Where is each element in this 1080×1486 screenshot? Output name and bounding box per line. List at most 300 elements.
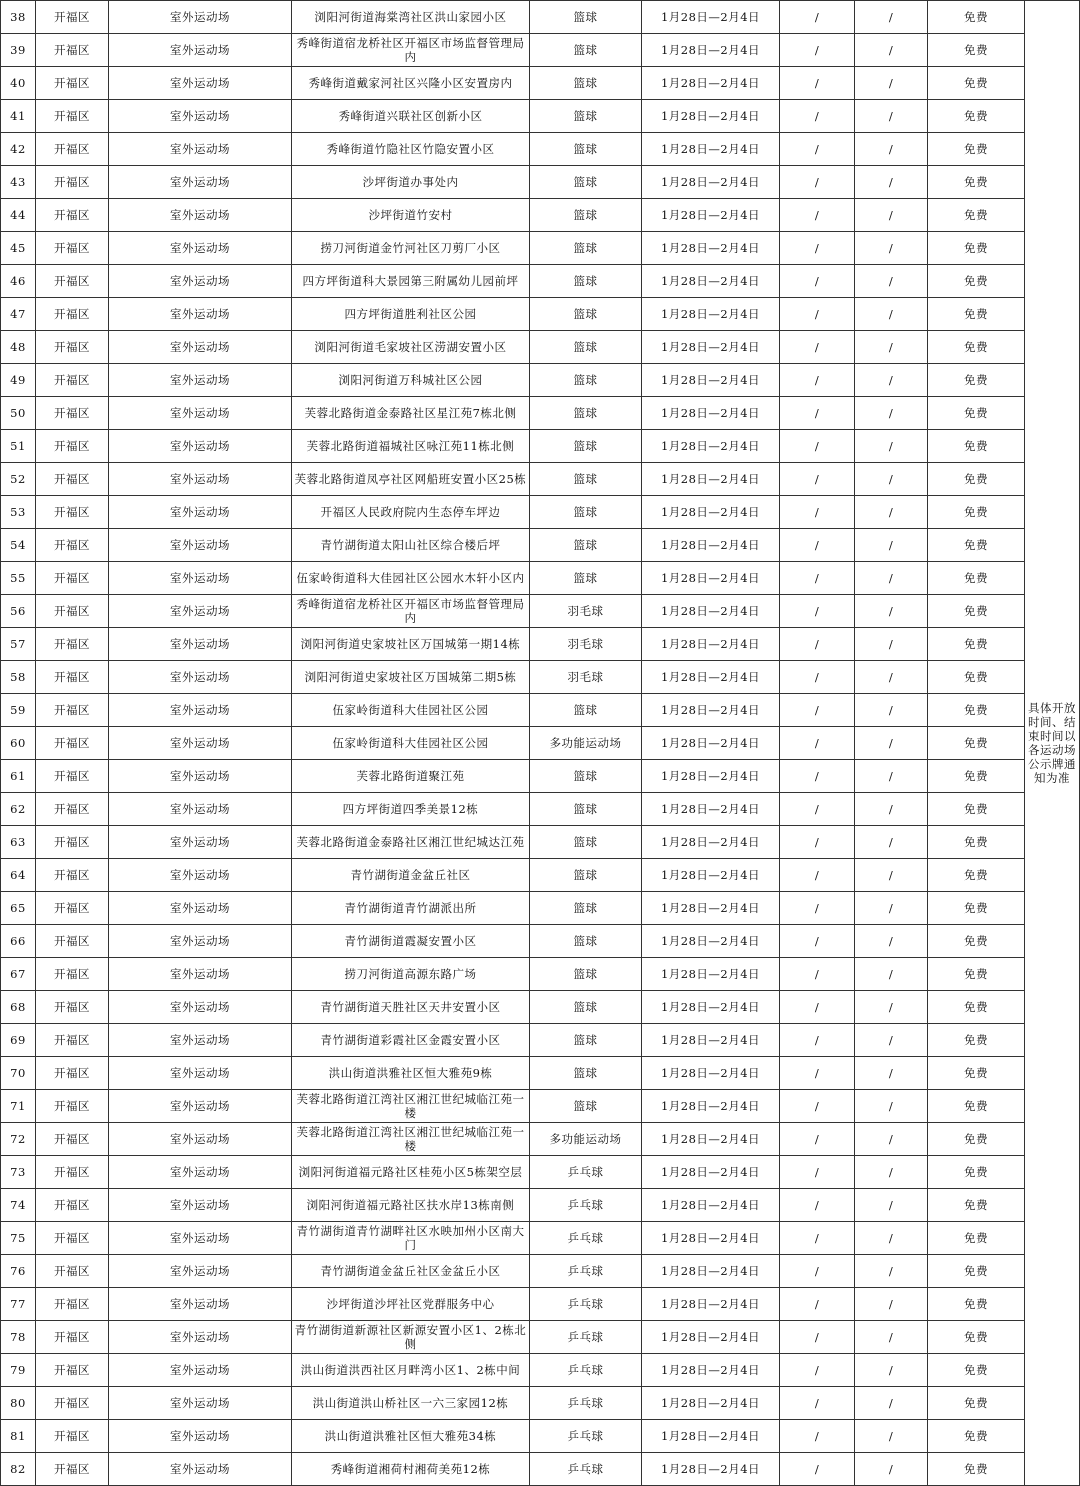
field-8-cell: /: [855, 67, 928, 100]
field-7-cell: /: [780, 1387, 855, 1420]
sport-type-cell: 篮球: [530, 958, 642, 991]
table-row: [1, 694, 1080, 727]
field-7-cell: /: [780, 1420, 855, 1453]
field-7-cell: /: [780, 1, 855, 34]
sport-type-cell: 羽毛球: [530, 628, 642, 661]
table-row: [1, 265, 1080, 298]
table-row: [1, 1024, 1080, 1057]
open-period-cell: 1月28日—2月4日: [642, 67, 780, 100]
open-period-cell: 1月28日—2月4日: [642, 1, 780, 34]
sport-type-cell: 篮球: [530, 562, 642, 595]
open-period-cell: 1月28日—2月4日: [642, 496, 780, 529]
open-period-cell: 1月28日—2月4日: [642, 1123, 780, 1156]
field-8-cell: /: [855, 463, 928, 496]
sport-type-cell: 篮球: [530, 892, 642, 925]
open-period-cell: 1月28日—2月4日: [642, 463, 780, 496]
sport-type-cell: 篮球: [530, 364, 642, 397]
venue-address-cell: 四方坪街道科大景园第三附属幼儿园前坪: [292, 265, 530, 298]
table-row: [1, 760, 1080, 793]
sport-type-cell: 篮球: [530, 298, 642, 331]
venue-address-cell: 浏阳河街道海棠湾社区洪山家园小区: [292, 1, 530, 34]
row-number-cell: 39: [1, 34, 36, 67]
row-number-cell: 64: [1, 859, 36, 892]
district-cell: 开福区: [36, 628, 109, 661]
district-cell: 开福区: [36, 1255, 109, 1288]
open-period-cell: 1月28日—2月4日: [642, 133, 780, 166]
venue-type-cell: 室外运动场: [109, 661, 292, 694]
venue-type-cell: 室外运动场: [109, 34, 292, 67]
field-8-cell: /: [855, 1354, 928, 1387]
venue-type-cell: 室外运动场: [109, 562, 292, 595]
open-period-cell: 1月28日—2月4日: [642, 562, 780, 595]
district-cell: 开福区: [36, 562, 109, 595]
venue-address-cell: 浏阳河街道史家坡社区万国城第一期14栋: [292, 628, 530, 661]
fee-cell: 免费: [928, 595, 1025, 628]
venue-address-cell: 四方坪街道四季美景12栋: [292, 793, 530, 826]
open-period-cell: 1月28日—2月4日: [642, 1453, 780, 1486]
fee-cell: 免费: [928, 1453, 1025, 1486]
row-number-cell: 57: [1, 628, 36, 661]
venue-type-cell: 室外运动场: [109, 826, 292, 859]
venue-address-cell: 芙蓉北路街道江湾社区湘江世纪城临江苑一楼: [292, 1123, 530, 1156]
open-period-cell: 1月28日—2月4日: [642, 727, 780, 760]
venue-type-cell: 室外运动场: [109, 199, 292, 232]
table-row: [1, 562, 1080, 595]
field-8-cell: /: [855, 1453, 928, 1486]
row-number-cell: 68: [1, 991, 36, 1024]
district-cell: 开福区: [36, 298, 109, 331]
field-8-cell: /: [855, 529, 928, 562]
venue-address-cell: 捞刀河街道高源东路广场: [292, 958, 530, 991]
field-8-cell: /: [855, 694, 928, 727]
field-7-cell: /: [780, 34, 855, 67]
district-cell: 开福区: [36, 364, 109, 397]
table-row: [1, 397, 1080, 430]
sport-type-cell: 篮球: [530, 1024, 642, 1057]
field-8-cell: /: [855, 1090, 928, 1123]
venue-address-cell: 青竹湖街道青竹湖畔社区水映加州小区南大门: [292, 1222, 530, 1255]
field-7-cell: /: [780, 397, 855, 430]
district-cell: 开福区: [36, 100, 109, 133]
table-row: [1, 1222, 1080, 1255]
field-7-cell: /: [780, 100, 855, 133]
fee-cell: 免费: [928, 1057, 1025, 1090]
field-7-cell: /: [780, 661, 855, 694]
table-row: [1, 232, 1080, 265]
open-period-cell: 1月28日—2月4日: [642, 430, 780, 463]
venue-type-cell: 室外运动场: [109, 298, 292, 331]
field-8-cell: /: [855, 628, 928, 661]
table-row: [1, 463, 1080, 496]
venue-type-cell: 室外运动场: [109, 331, 292, 364]
field-7-cell: /: [780, 1156, 855, 1189]
row-number-cell: 53: [1, 496, 36, 529]
table-row: [1, 67, 1080, 100]
venue-type-cell: 室外运动场: [109, 133, 292, 166]
field-8-cell: /: [855, 826, 928, 859]
table-row: [1, 166, 1080, 199]
venue-type-cell: 室外运动场: [109, 1420, 292, 1453]
sport-type-cell: 篮球: [530, 166, 642, 199]
row-number-cell: 61: [1, 760, 36, 793]
row-number-cell: 73: [1, 1156, 36, 1189]
table-row: [1, 1057, 1080, 1090]
venue-type-cell: 室外运动场: [109, 1057, 292, 1090]
district-cell: 开福区: [36, 595, 109, 628]
open-period-cell: 1月28日—2月4日: [642, 1090, 780, 1123]
field-7-cell: /: [780, 628, 855, 661]
venue-type-cell: 室外运动场: [109, 1024, 292, 1057]
open-period-cell: 1月28日—2月4日: [642, 1354, 780, 1387]
row-number-cell: 75: [1, 1222, 36, 1255]
field-7-cell: /: [780, 364, 855, 397]
venue-address-cell: 秀峰街道宿龙桥社区开福区市场监督管理局内: [292, 595, 530, 628]
field-7-cell: /: [780, 232, 855, 265]
fee-cell: 免费: [928, 727, 1025, 760]
field-8-cell: /: [855, 1387, 928, 1420]
sport-type-cell: 篮球: [530, 925, 642, 958]
venue-type-cell: 室外运动场: [109, 100, 292, 133]
field-8-cell: /: [855, 232, 928, 265]
sport-type-cell: 乒乓球: [530, 1255, 642, 1288]
district-cell: 开福区: [36, 991, 109, 1024]
table-row: [1, 1090, 1080, 1123]
venue-address-cell: 伍家岭街道科大佳园社区公园水木轩小区内: [292, 562, 530, 595]
field-8-cell: /: [855, 727, 928, 760]
field-8-cell: /: [855, 760, 928, 793]
field-7-cell: /: [780, 859, 855, 892]
open-period-cell: 1月28日—2月4日: [642, 1156, 780, 1189]
row-number-cell: 50: [1, 397, 36, 430]
row-number-cell: 41: [1, 100, 36, 133]
row-number-cell: 45: [1, 232, 36, 265]
open-period-cell: 1月28日—2月4日: [642, 364, 780, 397]
fee-cell: 免费: [928, 1189, 1025, 1222]
field-7-cell: /: [780, 826, 855, 859]
fee-cell: 免费: [928, 1288, 1025, 1321]
open-period-cell: 1月28日—2月4日: [642, 166, 780, 199]
fee-cell: 免费: [928, 1321, 1025, 1354]
open-period-cell: 1月28日—2月4日: [642, 1057, 780, 1090]
field-8-cell: /: [855, 1156, 928, 1189]
fee-cell: 免费: [928, 925, 1025, 958]
venue-address-cell: 洪山街道洪山桥社区一六三家园12栋: [292, 1387, 530, 1420]
table-row: [1, 1255, 1080, 1288]
open-period-cell: 1月28日—2月4日: [642, 1222, 780, 1255]
table-row: [1, 628, 1080, 661]
sport-type-cell: 篮球: [530, 397, 642, 430]
sport-type-cell: 篮球: [530, 265, 642, 298]
table-row: [1, 529, 1080, 562]
row-number-cell: 63: [1, 826, 36, 859]
fee-cell: 免费: [928, 463, 1025, 496]
district-cell: 开福区: [36, 430, 109, 463]
sport-type-cell: 篮球: [530, 694, 642, 727]
field-8-cell: /: [855, 958, 928, 991]
venue-address-cell: 青竹湖街道霞凝安置小区: [292, 925, 530, 958]
table-row: [1, 892, 1080, 925]
district-cell: 开福区: [36, 1222, 109, 1255]
row-number-cell: 79: [1, 1354, 36, 1387]
district-cell: 开福区: [36, 760, 109, 793]
table-row: [1, 430, 1080, 463]
field-8-cell: /: [855, 991, 928, 1024]
open-period-cell: 1月28日—2月4日: [642, 100, 780, 133]
sport-type-cell: 篮球: [530, 991, 642, 1024]
sport-type-cell: 乒乓球: [530, 1288, 642, 1321]
row-number-cell: 80: [1, 1387, 36, 1420]
table-row: [1, 1, 1080, 34]
field-7-cell: /: [780, 1288, 855, 1321]
open-period-cell: 1月28日—2月4日: [642, 991, 780, 1024]
open-period-cell: 1月28日—2月4日: [642, 34, 780, 67]
row-number-cell: 70: [1, 1057, 36, 1090]
row-number-cell: 82: [1, 1453, 36, 1486]
open-period-cell: 1月28日—2月4日: [642, 859, 780, 892]
district-cell: 开福区: [36, 1189, 109, 1222]
venue-address-cell: 芙蓉北路街道金泰路社区星江苑7栋北侧: [292, 397, 530, 430]
district-cell: 开福区: [36, 1024, 109, 1057]
table-row: [1, 958, 1080, 991]
row-number-cell: 46: [1, 265, 36, 298]
table-row: [1, 133, 1080, 166]
table-row: [1, 1189, 1080, 1222]
fee-cell: 免费: [928, 1024, 1025, 1057]
open-period-cell: 1月28日—2月4日: [642, 958, 780, 991]
venue-address-cell: 芙蓉北路街道金泰路社区湘江世纪城达江苑: [292, 826, 530, 859]
field-7-cell: /: [780, 331, 855, 364]
table-row: [1, 859, 1080, 892]
field-8-cell: /: [855, 1288, 928, 1321]
table-row: [1, 925, 1080, 958]
venue-address-cell: 青竹湖街道金盆丘社区: [292, 859, 530, 892]
district-cell: 开福区: [36, 1090, 109, 1123]
sport-type-cell: 篮球: [530, 67, 642, 100]
sport-type-cell: 篮球: [530, 34, 642, 67]
venue-address-cell: 沙坪街道沙坪社区党群服务中心: [292, 1288, 530, 1321]
row-number-cell: 43: [1, 166, 36, 199]
fee-cell: 免费: [928, 1, 1025, 34]
venue-type-cell: 室外运动场: [109, 1222, 292, 1255]
sport-type-cell: 篮球: [530, 199, 642, 232]
venue-type-cell: 室外运动场: [109, 1321, 292, 1354]
field-8-cell: /: [855, 661, 928, 694]
field-7-cell: /: [780, 1090, 855, 1123]
venue-type-cell: 室外运动场: [109, 1354, 292, 1387]
fee-cell: 免费: [928, 991, 1025, 1024]
field-8-cell: /: [855, 1024, 928, 1057]
fee-cell: 免费: [928, 364, 1025, 397]
table-row: [1, 1123, 1080, 1156]
venue-address-cell: 秀峰街道戴家河社区兴隆小区安置房内: [292, 67, 530, 100]
field-7-cell: /: [780, 727, 855, 760]
field-7-cell: /: [780, 892, 855, 925]
venue-address-cell: 青竹湖街道金盆丘社区金盆丘小区: [292, 1255, 530, 1288]
row-number-cell: 81: [1, 1420, 36, 1453]
venue-type-cell: 室外运动场: [109, 529, 292, 562]
field-7-cell: /: [780, 1189, 855, 1222]
fee-cell: 免费: [928, 529, 1025, 562]
district-cell: 开福区: [36, 496, 109, 529]
field-7-cell: /: [780, 463, 855, 496]
row-number-cell: 42: [1, 133, 36, 166]
venue-address-cell: 伍家岭街道科大佳园社区公园: [292, 727, 530, 760]
fee-cell: 免费: [928, 826, 1025, 859]
district-cell: 开福区: [36, 1288, 109, 1321]
table-row: [1, 1387, 1080, 1420]
field-7-cell: /: [780, 430, 855, 463]
remark-note: 具体开放时间、结束时间以各运动场公示牌通知为准: [1025, 1, 1080, 1486]
fee-cell: 免费: [928, 265, 1025, 298]
district-cell: 开福区: [36, 1420, 109, 1453]
sport-type-cell: 篮球: [530, 859, 642, 892]
open-period-cell: 1月28日—2月4日: [642, 694, 780, 727]
table-row: [1, 727, 1080, 760]
row-number-cell: 67: [1, 958, 36, 991]
field-7-cell: /: [780, 67, 855, 100]
table-row: [1, 1420, 1080, 1453]
sport-type-cell: 乒乓球: [530, 1222, 642, 1255]
field-8-cell: /: [855, 562, 928, 595]
sport-type-cell: 羽毛球: [530, 661, 642, 694]
district-cell: 开福区: [36, 331, 109, 364]
table-row: [1, 364, 1080, 397]
venue-type-cell: 室外运动场: [109, 430, 292, 463]
district-cell: 开福区: [36, 826, 109, 859]
field-7-cell: /: [780, 199, 855, 232]
row-number-cell: 49: [1, 364, 36, 397]
field-8-cell: /: [855, 100, 928, 133]
field-7-cell: /: [780, 760, 855, 793]
open-period-cell: 1月28日—2月4日: [642, 265, 780, 298]
field-7-cell: /: [780, 958, 855, 991]
open-period-cell: 1月28日—2月4日: [642, 199, 780, 232]
field-7-cell: /: [780, 694, 855, 727]
district-cell: 开福区: [36, 1123, 109, 1156]
sport-type-cell: 篮球: [530, 430, 642, 463]
field-8-cell: /: [855, 1420, 928, 1453]
venue-address-cell: 浏阳河街道福元路社区扶水岸13栋南侧: [292, 1189, 530, 1222]
field-8-cell: /: [855, 595, 928, 628]
table-row: [1, 1156, 1080, 1189]
sport-type-cell: 羽毛球: [530, 595, 642, 628]
venue-address-cell: 伍家岭街道科大佳园社区公园: [292, 694, 530, 727]
district-cell: 开福区: [36, 199, 109, 232]
open-period-cell: 1月28日—2月4日: [642, 826, 780, 859]
venue-type-cell: 室外运动场: [109, 463, 292, 496]
sport-type-cell: 多功能运动场: [530, 1123, 642, 1156]
venue-address-cell: 青竹湖街道彩霞社区金霞安置小区: [292, 1024, 530, 1057]
venue-type-cell: 室外运动场: [109, 595, 292, 628]
venue-type-cell: 室外运动场: [109, 727, 292, 760]
venue-address-cell: 青竹湖街道太阳山社区综合楼后坪: [292, 529, 530, 562]
fee-cell: 免费: [928, 1123, 1025, 1156]
district-cell: 开福区: [36, 265, 109, 298]
venue-type-cell: 室外运动场: [109, 397, 292, 430]
open-period-cell: 1月28日—2月4日: [642, 1024, 780, 1057]
fee-cell: 免费: [928, 661, 1025, 694]
fee-cell: 免费: [928, 496, 1025, 529]
field-8-cell: /: [855, 1189, 928, 1222]
sport-type-cell: 篮球: [530, 793, 642, 826]
fee-cell: 免费: [928, 34, 1025, 67]
row-number-cell: 51: [1, 430, 36, 463]
sport-type-cell: 多功能运动场: [530, 727, 642, 760]
fee-cell: 免费: [928, 628, 1025, 661]
fee-cell: 免费: [928, 1222, 1025, 1255]
open-period-cell: 1月28日—2月4日: [642, 298, 780, 331]
venue-address-cell: 芙蓉北路街道凤亭社区网船班安置小区25栋: [292, 463, 530, 496]
open-period-cell: 1月28日—2月4日: [642, 892, 780, 925]
venue-address-cell: 秀峰街道兴联社区创新小区: [292, 100, 530, 133]
open-period-cell: 1月28日—2月4日: [642, 595, 780, 628]
table-row: [1, 1321, 1080, 1354]
field-7-cell: /: [780, 529, 855, 562]
district-cell: 开福区: [36, 661, 109, 694]
table-row: [1, 199, 1080, 232]
fee-cell: 免费: [928, 1354, 1025, 1387]
venue-address-cell: 洪山街道洪雅社区恒大雅苑9栋: [292, 1057, 530, 1090]
field-7-cell: /: [780, 925, 855, 958]
district-cell: 开福区: [36, 232, 109, 265]
open-period-cell: 1月28日—2月4日: [642, 1387, 780, 1420]
sport-type-cell: 篮球: [530, 1057, 642, 1090]
field-8-cell: /: [855, 1255, 928, 1288]
venue-address-cell: 青竹湖街道天胜社区天井安置小区: [292, 991, 530, 1024]
fee-cell: 免费: [928, 859, 1025, 892]
table-row: [1, 991, 1080, 1024]
district-cell: 开福区: [36, 958, 109, 991]
open-period-cell: 1月28日—2月4日: [642, 793, 780, 826]
fee-cell: 免费: [928, 397, 1025, 430]
fee-cell: 免费: [928, 1255, 1025, 1288]
fee-cell: 免费: [928, 166, 1025, 199]
field-7-cell: /: [780, 496, 855, 529]
row-number-cell: 59: [1, 694, 36, 727]
venue-address-cell: 浏阳河街道福元路社区桂苑小区5栋架空层: [292, 1156, 530, 1189]
fee-cell: 免费: [928, 100, 1025, 133]
sport-type-cell: 篮球: [530, 100, 642, 133]
row-number-cell: 54: [1, 529, 36, 562]
field-8-cell: /: [855, 793, 928, 826]
field-8-cell: /: [855, 1123, 928, 1156]
venue-type-cell: 室外运动场: [109, 1156, 292, 1189]
venue-address-cell: 洪山街道洪雅社区恒大雅苑34栋: [292, 1420, 530, 1453]
field-8-cell: /: [855, 1057, 928, 1090]
venue-type-cell: 室外运动场: [109, 892, 292, 925]
district-cell: 开福区: [36, 1057, 109, 1090]
venue-table-body: [1, 1, 1080, 1486]
district-cell: 开福区: [36, 859, 109, 892]
venue-type-cell: 室外运动场: [109, 628, 292, 661]
fee-cell: 免费: [928, 1387, 1025, 1420]
venue-address-cell: 浏阳河街道毛家坡社区涝湖安置小区: [292, 331, 530, 364]
open-period-cell: 1月28日—2月4日: [642, 232, 780, 265]
row-number-cell: 66: [1, 925, 36, 958]
fee-cell: 免费: [928, 199, 1025, 232]
venue-address-cell: 捞刀河街道金竹河社区刀剪厂小区: [292, 232, 530, 265]
open-period-cell: 1月28日—2月4日: [642, 331, 780, 364]
field-7-cell: /: [780, 298, 855, 331]
venue-address-cell: 秀峰街道湘荷村湘荷美苑12栋: [292, 1453, 530, 1486]
field-7-cell: /: [780, 991, 855, 1024]
venue-address-cell: 秀峰街道宿龙桥社区开福区市场监督管理局内: [292, 34, 530, 67]
row-number-cell: 48: [1, 331, 36, 364]
row-number-cell: 47: [1, 298, 36, 331]
sport-type-cell: 篮球: [530, 331, 642, 364]
district-cell: 开福区: [36, 925, 109, 958]
district-cell: 开福区: [36, 463, 109, 496]
